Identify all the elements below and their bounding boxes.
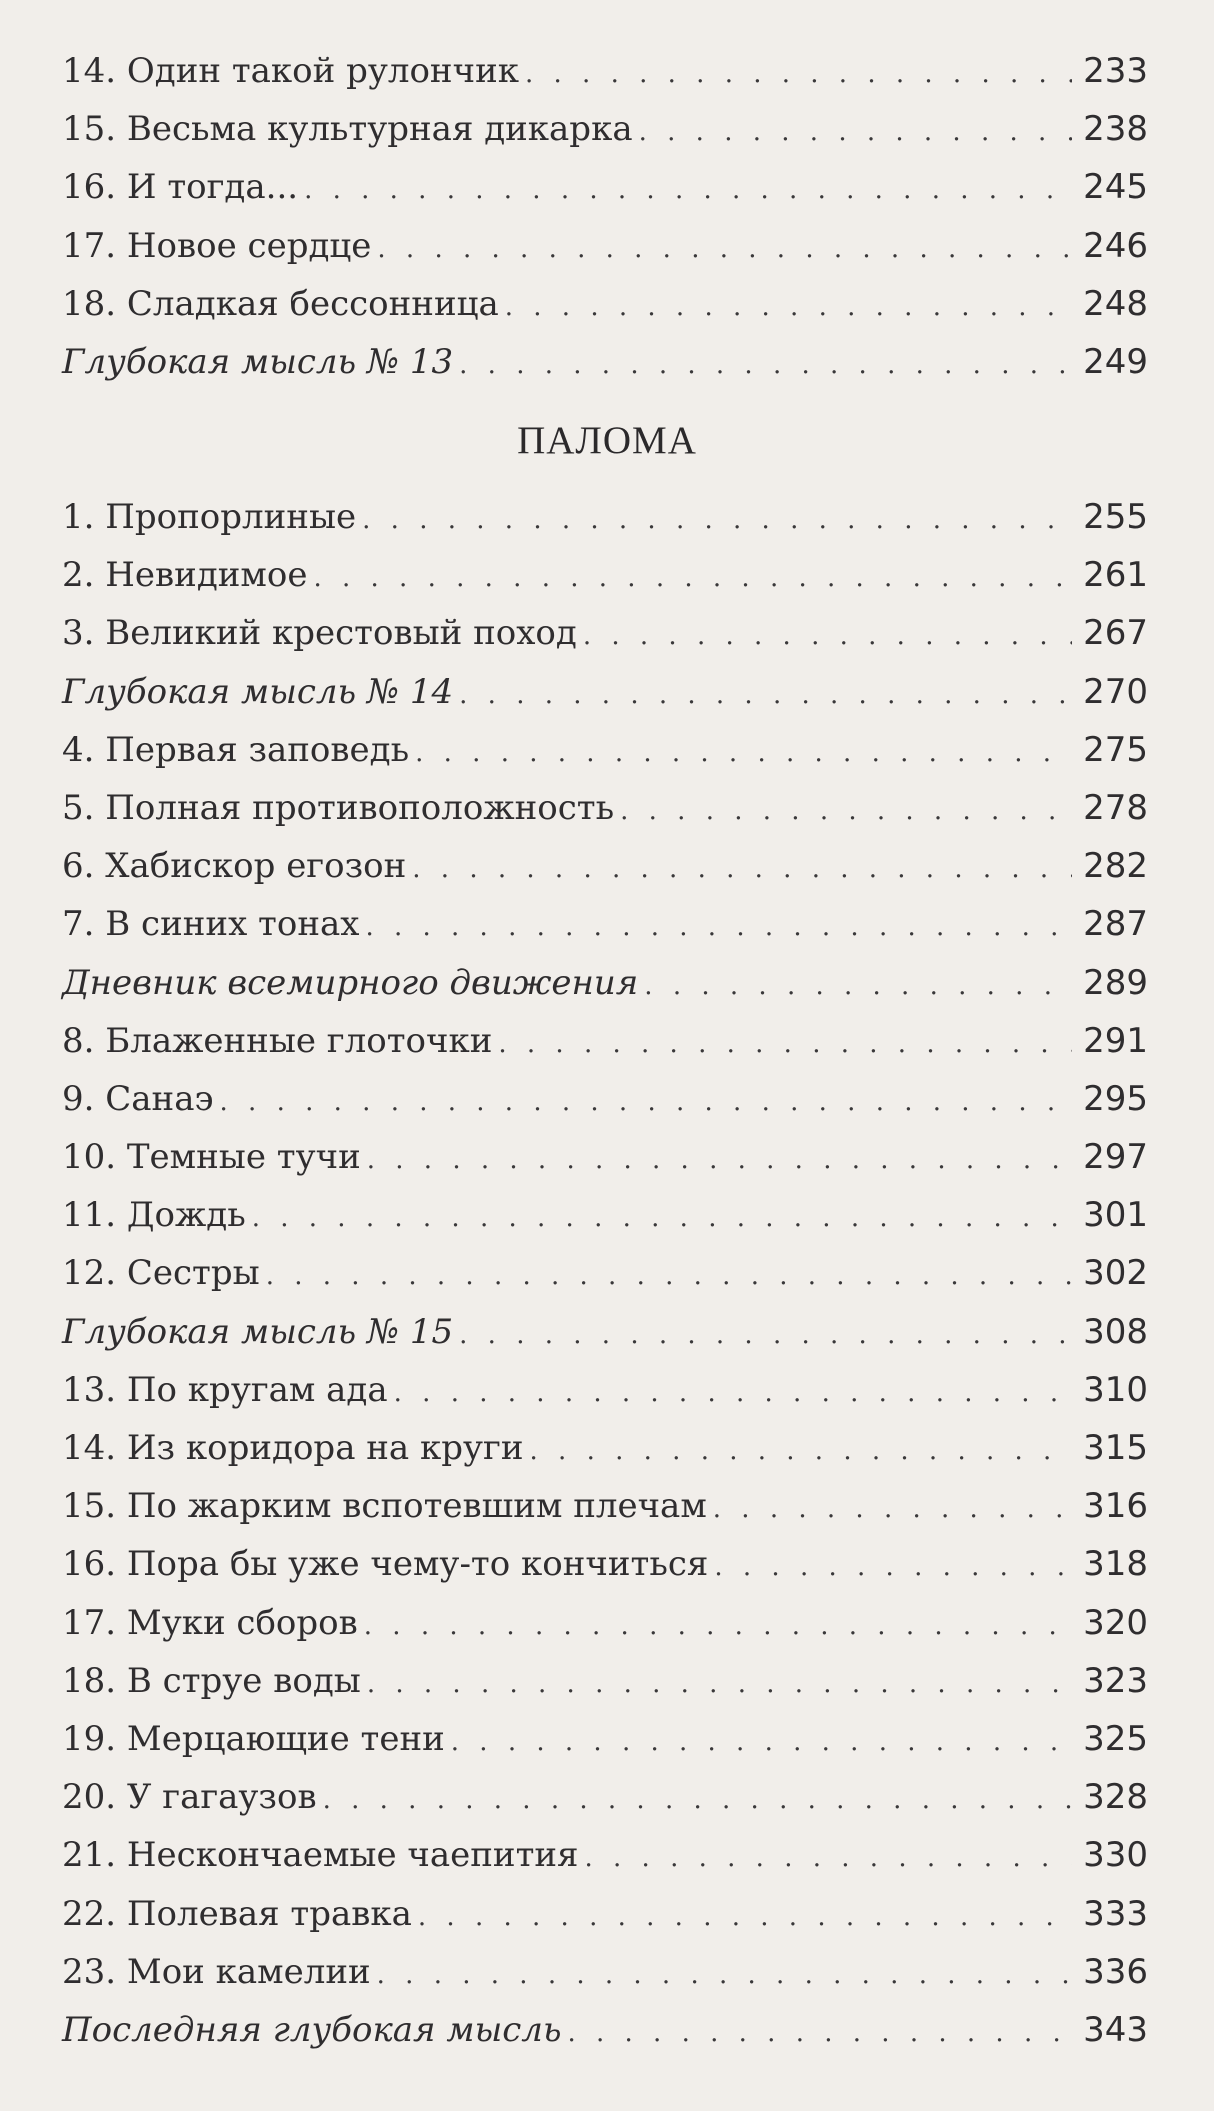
toc-entry: [62, 721, 1148, 779]
toc-entry-title: Глубокая мысль № 15: [62, 1311, 454, 1352]
toc-entry-page-number: 323: [1083, 1660, 1148, 1701]
toc-entry-page-number: 287: [1083, 904, 1148, 945]
toc-entry-title: Глубокая мысль № 13: [62, 341, 454, 382]
toc-entry: [62, 1652, 1148, 1710]
toc-entry-title: 20. У гагаузов: [62, 1777, 317, 1818]
toc-entry-page-number: 310: [1083, 1369, 1148, 1410]
toc-entry-title: 2. Невидимое: [62, 555, 308, 596]
dot-leader: [364, 1597, 1072, 1655]
toc-entry: [62, 546, 1148, 604]
toc-entry: [62, 895, 1148, 953]
toc-entry: [62, 488, 1148, 546]
toc-entry-title: 3. Великий крестовый поход: [62, 613, 577, 654]
toc-entry: [62, 1943, 1148, 2001]
dot-leader: [620, 782, 1072, 840]
dot-leader: [459, 666, 1072, 724]
dot-leader: [505, 278, 1072, 336]
toc-entry-title: 10. Темные тучи: [62, 1137, 361, 1178]
toc-entry-title: 23. Мои камелии: [62, 1951, 371, 1992]
toc-entry-page-number: 297: [1083, 1137, 1148, 1178]
toc-entry-page-number: 308: [1083, 1311, 1148, 1352]
toc-entry-page-number: 233: [1083, 51, 1148, 91]
toc-entry: [62, 1885, 1148, 1943]
toc-entry-page-number: 246: [1083, 225, 1148, 266]
section-title: ПАЛОМА: [517, 419, 697, 462]
toc-entry-title: 16. Пора бы уже чему-то кончиться: [62, 1544, 709, 1585]
dot-leader: [394, 1364, 1072, 1422]
toc-entry-title: Глубокая мысль № 14: [62, 671, 454, 712]
toc-entry-page-number: 270: [1083, 671, 1148, 712]
dot-leader: [220, 1073, 1072, 1131]
dot-leader: [377, 220, 1072, 278]
toc-entry-title: 17. Новое сердце: [62, 225, 372, 266]
toc-entry-title: 8. Блаженные глоточки: [62, 1020, 493, 1061]
toc-entry-page-number: 316: [1083, 1486, 1148, 1527]
dot-leader: [639, 103, 1072, 161]
toc-list-top: [62, 42, 1148, 391]
toc-entry: [62, 1535, 1148, 1593]
dot-leader: [313, 549, 1072, 607]
toc-entry: [62, 663, 1148, 721]
dot-leader: [367, 1131, 1072, 1189]
dot-leader: [525, 45, 1072, 103]
toc-entry-page-number: 333: [1083, 1893, 1148, 1934]
toc-entry: [62, 837, 1148, 895]
dot-leader: [498, 1015, 1072, 1073]
dot-leader: [567, 2004, 1072, 2062]
toc-entry-page-number: 336: [1083, 1951, 1148, 1992]
toc-entry: [62, 2001, 1148, 2059]
toc-entry-title: 19. Мерцающие тени: [62, 1718, 445, 1759]
dot-leader: [304, 161, 1072, 219]
dot-leader: [377, 1946, 1072, 2004]
dot-leader: [412, 840, 1072, 898]
dot-leader: [451, 1713, 1072, 1771]
dot-leader: [367, 1655, 1072, 1713]
dot-leader: [530, 1422, 1072, 1480]
toc-entry-title: 18. В струе воды: [62, 1660, 361, 1701]
toc-entry-title: 22. Полевая травка: [62, 1893, 412, 1934]
dot-leader: [644, 957, 1072, 1015]
toc-entry-page-number: 318: [1083, 1544, 1148, 1585]
toc-entry-title: 7. В синих тонах: [62, 904, 360, 945]
toc-entry: [62, 1186, 1148, 1244]
toc-entry: [62, 1826, 1148, 1884]
toc-entry-page-number: 255: [1083, 497, 1148, 537]
toc-entry-title: 12. Сестры: [62, 1253, 260, 1294]
toc-entry: [62, 158, 1148, 216]
dot-leader: [583, 607, 1072, 665]
dot-leader: [266, 1247, 1072, 1305]
dot-leader: [323, 1771, 1072, 1829]
toc-entry-page-number: 289: [1083, 962, 1148, 1003]
toc-entry-title: 9. Санаэ: [62, 1078, 214, 1119]
toc-entry-title: 6. Хабискор егозон: [62, 846, 407, 887]
toc-entry-title: 16. И тогда...: [62, 167, 299, 208]
toc-entry-title: 18. Сладкая бессонница: [62, 283, 499, 324]
dot-leader: [252, 1189, 1072, 1247]
toc-entry: [62, 1070, 1148, 1128]
dot-leader: [585, 1829, 1073, 1887]
dot-leader: [713, 1480, 1072, 1538]
toc-entry-page-number: 238: [1083, 109, 1148, 150]
toc-entry-page-number: 275: [1083, 729, 1148, 770]
toc-entry-page-number: 325: [1083, 1718, 1148, 1759]
toc-entry: [62, 100, 1148, 158]
dot-leader: [459, 336, 1072, 394]
toc-entry-title: 15. Весьма культурная дикарка: [62, 109, 633, 150]
dot-leader: [362, 491, 1072, 549]
dot-leader: [365, 898, 1072, 956]
toc-entry-title: 21. Нескончаемые чаепития: [62, 1835, 579, 1876]
toc-entry-page-number: 291: [1083, 1020, 1148, 1061]
toc-entry-title: Дневник всемирного движения: [62, 962, 639, 1003]
toc-entry-title: 11. Дождь: [62, 1195, 246, 1236]
toc-entry-title: 15. По жарким вспотевшим плечам: [62, 1486, 707, 1527]
dot-leader: [459, 1306, 1072, 1364]
dot-leader: [418, 1888, 1072, 1946]
toc-entry-page-number: 248: [1083, 283, 1148, 324]
toc-entry-page-number: 261: [1083, 555, 1148, 596]
toc-entry-title: 4. Первая заповедь: [62, 729, 410, 770]
toc-entry-page-number: 302: [1083, 1253, 1148, 1294]
toc-entry: [62, 604, 1148, 662]
toc-entry: [62, 333, 1148, 391]
toc-entry-page-number: 295: [1083, 1078, 1148, 1119]
toc-entry: [62, 1244, 1148, 1302]
toc-entry-page-number: 249: [1083, 341, 1148, 382]
toc-entry: [62, 1768, 1148, 1826]
toc-entry-page-number: 267: [1083, 613, 1148, 654]
toc-entry-title: 5. Полная противоположность: [62, 787, 615, 828]
toc-entry: [62, 1419, 1148, 1477]
toc-entry: [62, 779, 1148, 837]
toc-entry: [62, 1594, 1148, 1652]
toc-entry-page-number: 320: [1083, 1602, 1148, 1643]
toc-entry-title: Последняя глубокая мысль: [62, 2009, 562, 2050]
toc-entry-page-number: 278: [1083, 787, 1148, 828]
toc-entry: [62, 1012, 1148, 1070]
toc-entry: [62, 42, 1148, 100]
toc-entry-page-number: 315: [1083, 1428, 1148, 1468]
dot-leader: [415, 724, 1072, 782]
toc-entry-page-number: 301: [1083, 1195, 1148, 1236]
toc-entry: [62, 1710, 1148, 1768]
toc-entry-page-number: 330: [1083, 1835, 1148, 1876]
toc-entry: [62, 954, 1148, 1012]
toc-entry-title: 14. Из коридора на круги: [62, 1428, 524, 1468]
toc-entry: [62, 217, 1148, 275]
toc-entry-page-number: 245: [1083, 167, 1148, 208]
toc-entry: [62, 1477, 1148, 1535]
toc-entry-title: 1. Пропорлиные: [62, 497, 357, 537]
toc-list-paloma: [62, 488, 1148, 2059]
toc-entry: [62, 275, 1148, 333]
toc-entry: [62, 1128, 1148, 1186]
toc-entry-page-number: 343: [1083, 2009, 1148, 2050]
toc-entry: [62, 1361, 1148, 1419]
toc-entry-page-number: 328: [1083, 1777, 1148, 1818]
toc-entry-title: 14. Один такой рулончик: [62, 51, 519, 91]
toc-entry-title: 13. По кругам ада: [62, 1369, 388, 1410]
toc-entry: [62, 1303, 1148, 1361]
toc-entry-page-number: 282: [1083, 846, 1148, 887]
dot-leader: [714, 1538, 1072, 1596]
toc-entry-title: 17. Муки сборов: [62, 1602, 358, 1643]
